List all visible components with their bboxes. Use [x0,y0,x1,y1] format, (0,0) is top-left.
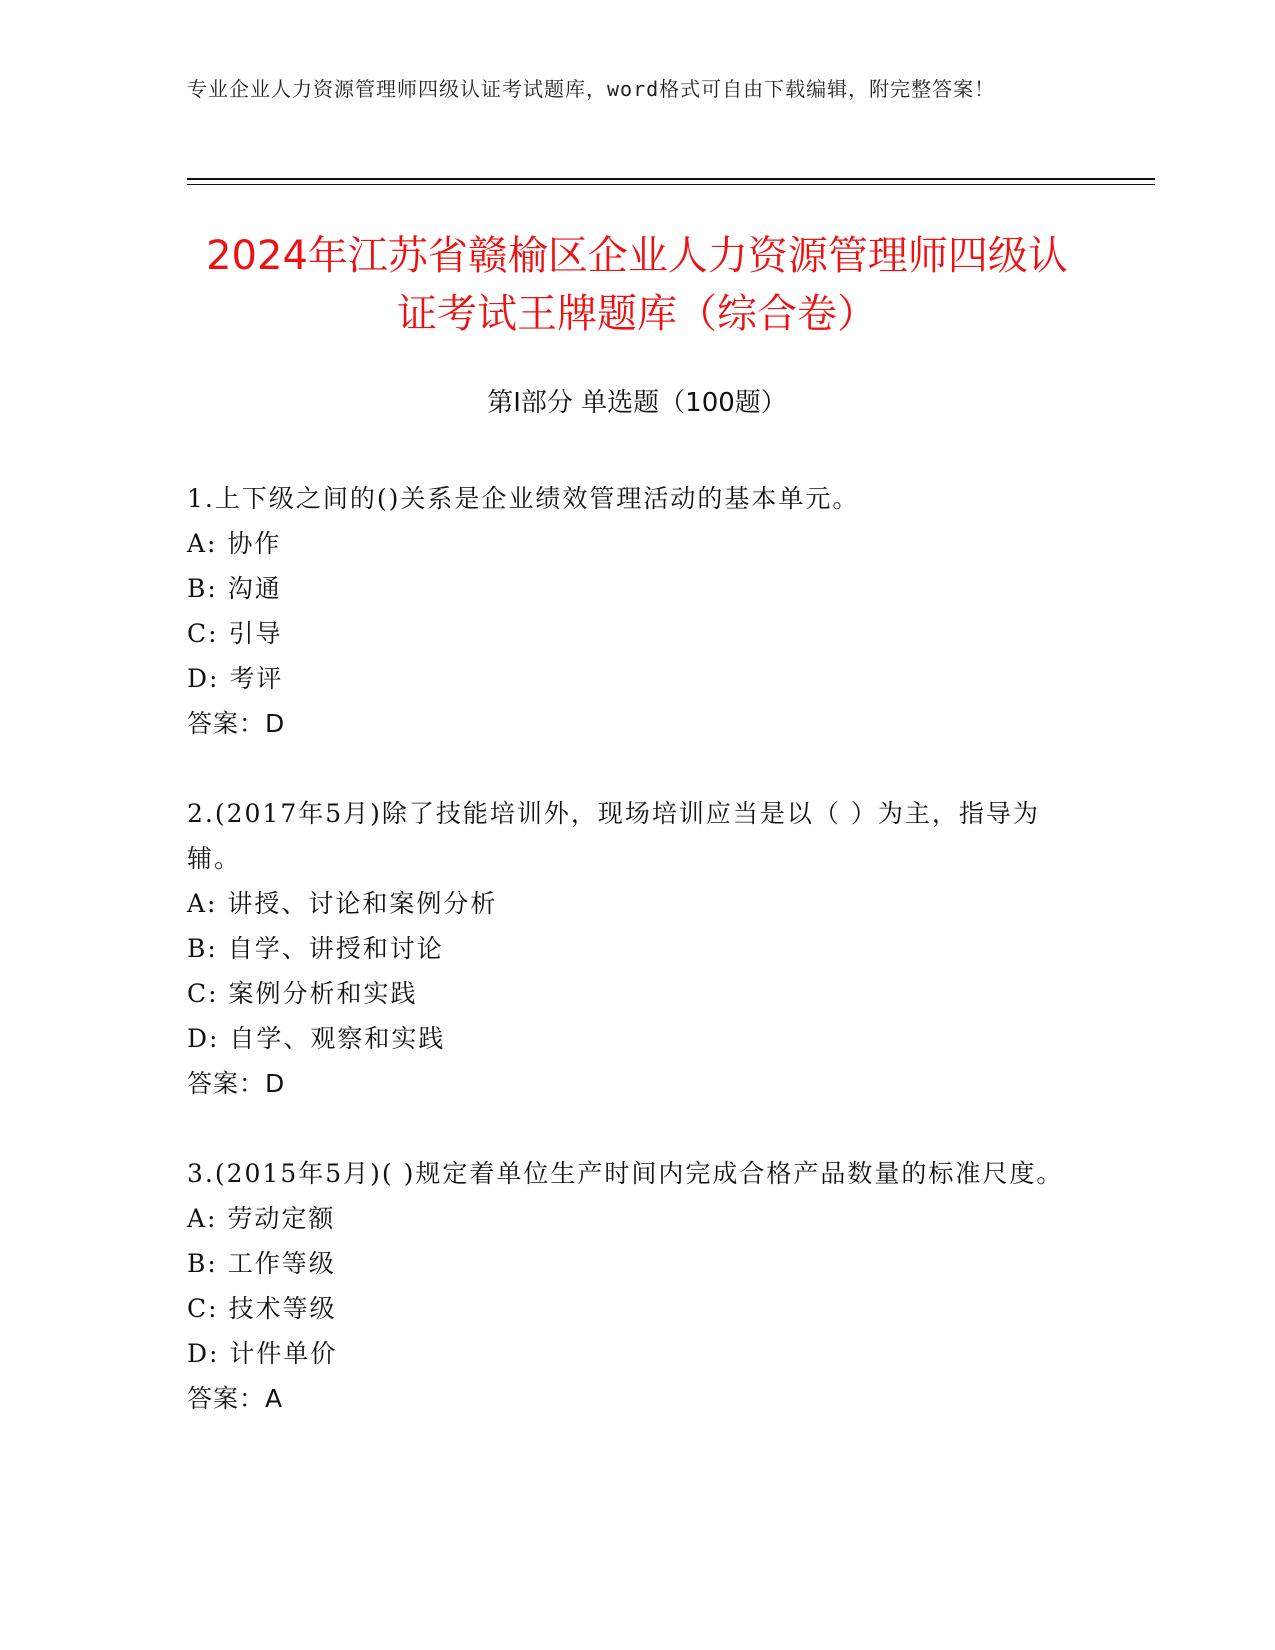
option-a: A: 讲授、讨论和案例分析 [187,889,498,918]
option-b: B: 自学、讲授和讨论 [187,934,444,963]
answer: 答案：A [187,1384,284,1413]
option-d: D: 自学、观察和实践 [187,1024,446,1053]
option-b: B: 工作等级 [187,1249,336,1278]
header-note: 专业企业人力资源管理师四级认证考试题库，word格式可自由下载编辑，附完整答案！ [187,77,996,101]
option-c: C: 案例分析和实践 [187,979,418,1008]
document-title: 2024年江苏省赣榆区企业人力资源管理师四级认证考试王牌题库（综合卷） [206,233,1068,337]
header-divider-thin [187,184,1155,185]
option-c: C: 引导 [187,619,283,648]
section-title: 第Ⅰ部分 单选题（100题） [487,388,787,418]
option-a: A: 协作 [187,529,282,558]
question-3 [187,1151,1087,1421]
question-list [187,476,1087,1466]
question-text: 2.(2017年5月)除了技能培训外，现场培训应当是以（ ）为主，指导为辅。 [187,799,1040,873]
option-c: C: 技术等级 [187,1294,337,1323]
option-b: B: 沟通 [187,574,282,603]
question-text: 1.上下级之间的()关系是企业绩效管理活动的基本单元。 [187,484,860,513]
question-text: 3.(2015年5月)( )规定着单位生产时间内完成合格产品数量的标准尺度。 [187,1159,1064,1188]
answer: 答案：D [187,709,286,738]
question-2 [187,791,1087,1106]
answer: 答案：D [187,1069,286,1098]
question-1 [187,476,1087,746]
option-d: D: 计件单价 [187,1339,338,1368]
header-divider-thick [187,178,1155,180]
option-a: A: 劳动定额 [187,1204,336,1233]
option-d: D: 考评 [187,664,284,693]
